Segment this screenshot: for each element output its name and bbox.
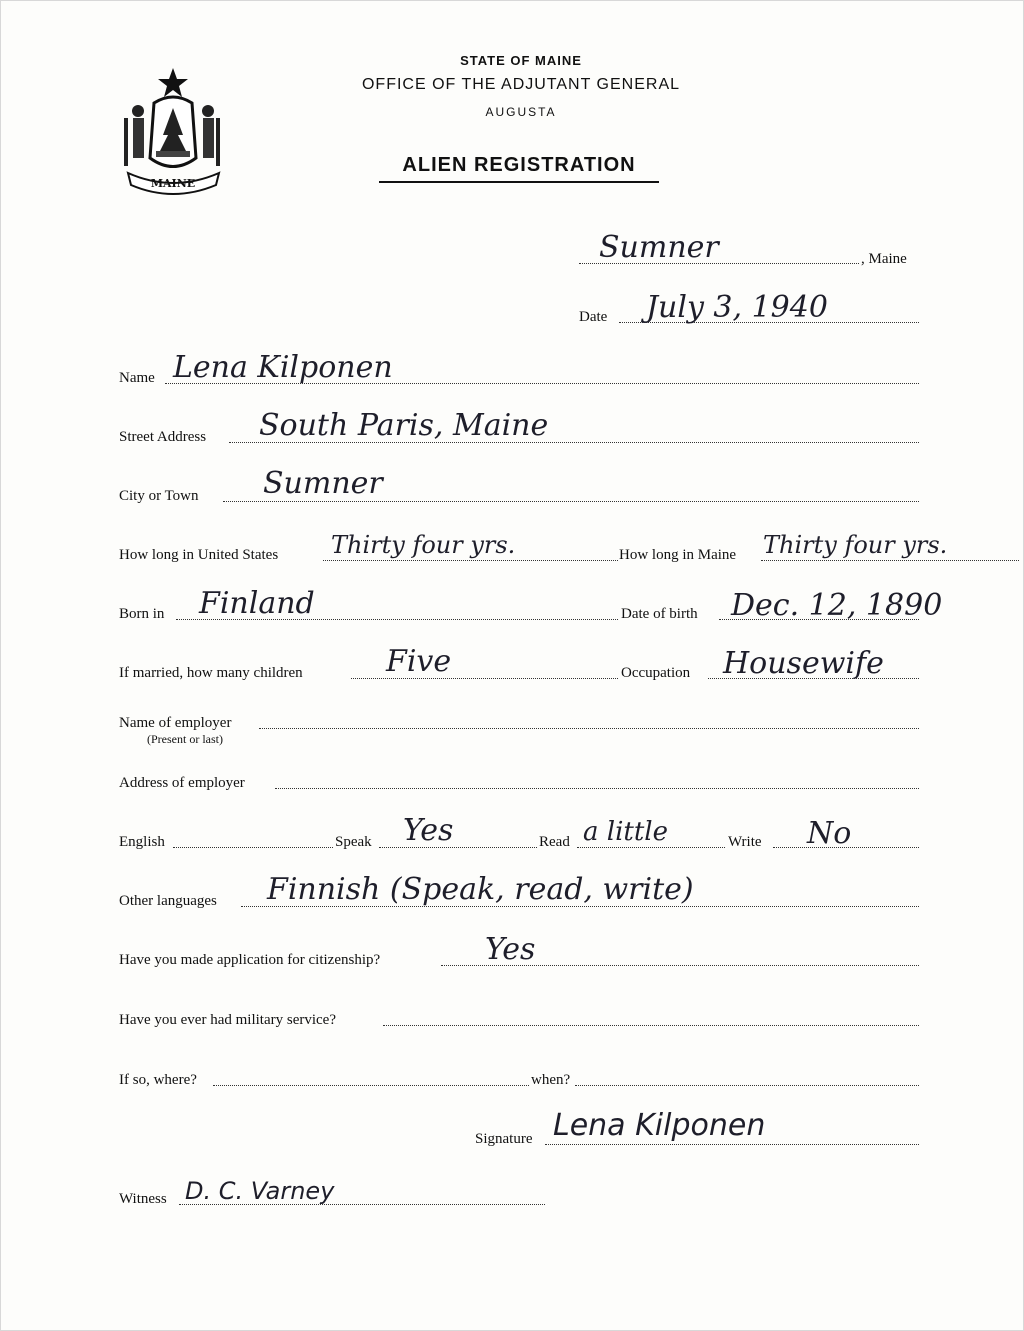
date-label: Date	[579, 309, 608, 325]
signature-value[interactable]: Lena Kilponen	[553, 1108, 766, 1143]
when-label: when?	[531, 1072, 571, 1088]
city-value[interactable]: Sumner	[263, 466, 383, 501]
speak-label: Speak	[335, 834, 372, 850]
military-line[interactable]	[383, 1025, 919, 1026]
military-label: Have you ever had military service?	[119, 1012, 336, 1028]
name-label: Name	[119, 370, 155, 386]
how-long-us-label: How long in United States	[119, 547, 279, 563]
children-value[interactable]: Five	[386, 644, 452, 679]
witness-value[interactable]: D. C. Varney	[185, 1177, 335, 1205]
place-value[interactable]: Sumner	[599, 230, 719, 265]
header-state: STATE OF MAINE	[460, 53, 582, 68]
seal-motto: MAINE	[150, 177, 196, 190]
employer-name-label: Name of employer	[119, 715, 232, 731]
other-languages-label: Other languages	[119, 893, 217, 909]
header-city: AUGUSTA	[485, 105, 557, 119]
other-languages-value[interactable]: Finnish (Speak, read, write)	[267, 872, 694, 907]
signature-line	[545, 1144, 919, 1145]
employer-name-sublabel: (Present or last)	[147, 732, 223, 746]
name-value[interactable]: Lena Kilponen	[173, 350, 393, 385]
where-line[interactable]	[213, 1085, 529, 1086]
city-line	[223, 501, 919, 502]
citizenship-value[interactable]: Yes	[485, 932, 536, 967]
write-label: Write	[728, 834, 762, 850]
city-label: City or Town	[119, 488, 199, 504]
english-line	[173, 847, 333, 848]
how-long-us-value[interactable]: Thirty four yrs.	[331, 531, 516, 559]
form-title: ALIEN REGISTRATION	[379, 154, 659, 183]
employer-address-label: Address of employer	[119, 775, 245, 791]
employer-name-line[interactable]	[259, 728, 919, 729]
where-label: If so, where?	[119, 1072, 197, 1088]
witness-label: Witness	[119, 1191, 167, 1207]
state-seal-icon	[116, 63, 231, 198]
born-in-value[interactable]: Finland	[199, 586, 315, 621]
occupation-label: Occupation	[621, 665, 691, 681]
signature-label: Signature	[475, 1131, 533, 1147]
when-line[interactable]	[575, 1085, 919, 1086]
date-of-birth-value[interactable]: Dec. 12, 1890	[731, 588, 943, 623]
place-suffix: , Maine	[861, 251, 907, 267]
street-address-label: Street Address	[119, 429, 207, 445]
street-address-value[interactable]: South Paris, Maine	[259, 408, 549, 443]
read-label: Read	[539, 834, 570, 850]
occupation-value[interactable]: Housewife	[723, 646, 884, 681]
write-value[interactable]: No	[807, 816, 852, 851]
date-of-birth-label: Date of birth	[621, 606, 698, 622]
how-long-maine-line	[761, 560, 1019, 561]
born-in-label: Born in	[119, 606, 165, 622]
how-long-maine-value[interactable]: Thirty four yrs.	[763, 531, 948, 559]
how-long-maine-label: How long in Maine	[619, 547, 737, 563]
read-line	[577, 847, 725, 848]
header-office: OFFICE OF THE ADJUTANT GENERAL	[361, 76, 681, 93]
date-value[interactable]: July 3, 1940	[646, 290, 828, 325]
citizenship-label: Have you made application for citizenship?	[119, 952, 381, 968]
children-label: If married, how many children	[119, 665, 303, 681]
how-long-us-line	[323, 560, 618, 561]
english-label: English	[119, 834, 165, 850]
speak-value[interactable]: Yes	[403, 813, 454, 848]
employer-address-line[interactable]	[275, 788, 919, 789]
read-value[interactable]: a little	[583, 817, 668, 847]
